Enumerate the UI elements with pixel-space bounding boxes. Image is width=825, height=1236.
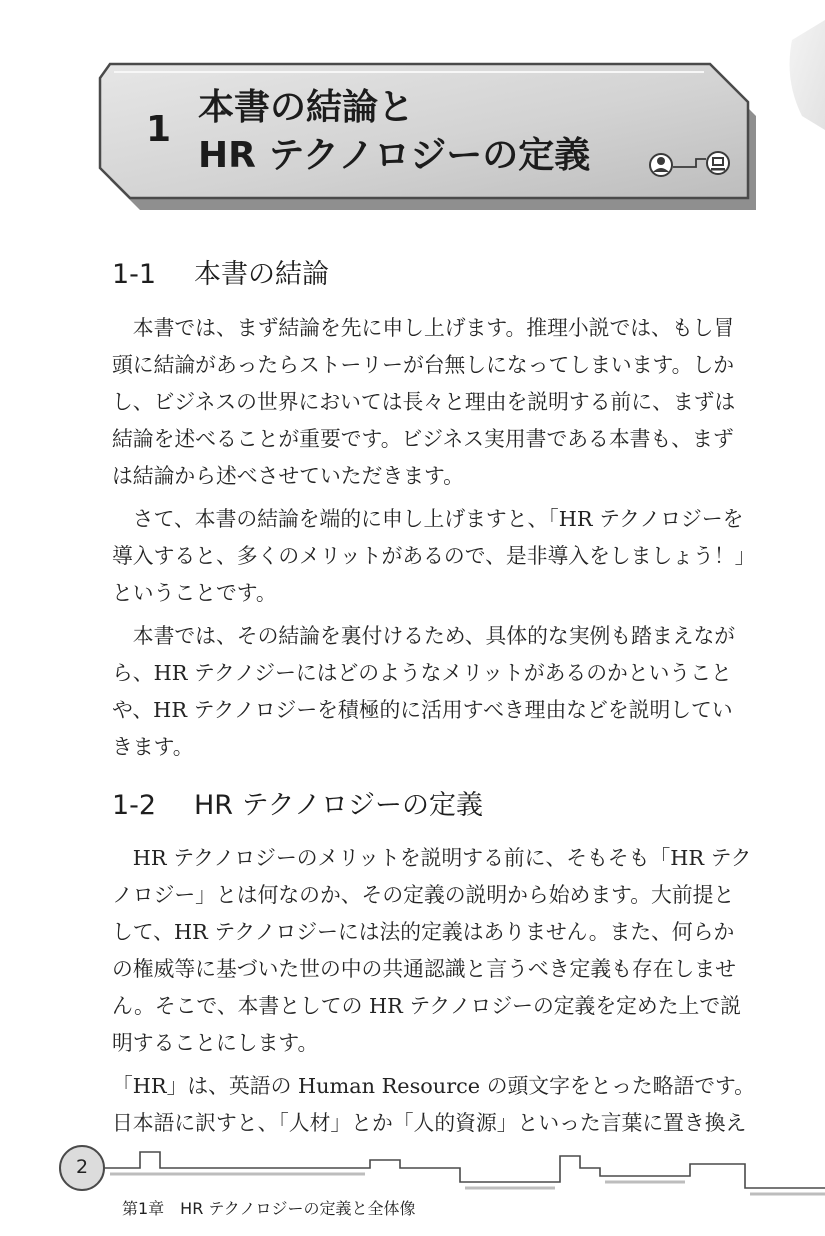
- text-line: HR テクノロジーのメリットを説明する前に、そもそも「HR テク: [112, 846, 752, 870]
- paragraph: [112, 501, 756, 612]
- text-line: 本書では、まず結論を先に申し上げます。推理小説では、もし冒: [112, 316, 735, 340]
- page-number: 2: [75, 1156, 89, 1178]
- running-title: 第1章 HR テクノロジーの定義と全体像: [122, 1199, 416, 1218]
- text-line: 頭に結論があったらストーリーが台無しになってしまいます。しか: [112, 353, 735, 377]
- text-line: ん。そこで、本書としての HR テクノロジーの定義を定めた上で説: [112, 994, 741, 1018]
- paragraph: [112, 840, 752, 1062]
- section-heading: [112, 783, 483, 822]
- text-line: や、HR テクノロジーを積極的に活用すべき理由などを説明してい: [112, 698, 733, 722]
- text-line: の権威等に基づいた世の中の共通認識と言うべき定義も存在しませ: [112, 957, 736, 981]
- text-line: ノロジー」とは何なのか、その定義の説明から始めます。大前提と: [112, 883, 735, 907]
- paragraph: [112, 1068, 755, 1142]
- text-line: きます。: [112, 735, 194, 759]
- text-line: して、HR テクノロジーには法的定義はありません。また、何らか: [112, 920, 735, 944]
- section-number: 1-1: [112, 259, 157, 290]
- section-body: [112, 840, 755, 1142]
- paragraph: [112, 310, 752, 495]
- text-line: 「HR」は、英語の Human Resource の頭文字をとった略語です。: [112, 1074, 755, 1098]
- text-line: は結論から述べさせていただきます。: [112, 464, 464, 488]
- text-line: ら、HR テクノジーにはどのようなメリットがあるのかということ: [112, 661, 732, 685]
- header-icons: [648, 150, 738, 180]
- text-line: 結論を述べることが重要です。ビジネス実用書である本書も、まず: [112, 427, 734, 451]
- text-line: さて、本書の結論を端的に申し上げますと、「HR テクノロジーを: [112, 507, 744, 531]
- text-line: ということです。: [112, 581, 277, 605]
- section-number: 1-2: [112, 790, 157, 821]
- person-icon: [650, 154, 672, 176]
- footer-skyline-line: [0, 1138, 825, 1236]
- chapter-number: 1: [146, 109, 172, 150]
- paragraph: [112, 618, 752, 766]
- text-line: し、ビジネスの世界においては長々と理由を説明する前に、まずは: [112, 390, 736, 414]
- chapter-header: [88, 62, 758, 212]
- page-corner-ornament-icon: [772, 20, 825, 130]
- computer-icon: [707, 152, 729, 174]
- section-title: 本書の結論: [194, 259, 329, 290]
- chapter-title-line: HR テクノロジーの定義: [198, 135, 591, 176]
- section-body: [112, 310, 756, 766]
- connector-line: [673, 159, 706, 167]
- page-footer: [0, 1138, 825, 1236]
- text-line: 導入すると、多くのメリットがあるので、是非導入をしましょう！」: [112, 544, 756, 568]
- text-line: 明することにします。: [112, 1031, 319, 1055]
- chapter-title-line: 本書の結論と: [198, 87, 415, 128]
- text-line: 本書では、その結論を裏付けるため、具体的な実例も踏まえなが: [112, 624, 736, 648]
- text-line: 日本語に訳すと、「人材」とか「人的資源」といった言葉に置き換え: [112, 1111, 747, 1135]
- section-heading: [112, 252, 329, 291]
- chapter-title: [198, 84, 590, 180]
- section-title: HR テクノロジーの定義: [194, 790, 484, 821]
